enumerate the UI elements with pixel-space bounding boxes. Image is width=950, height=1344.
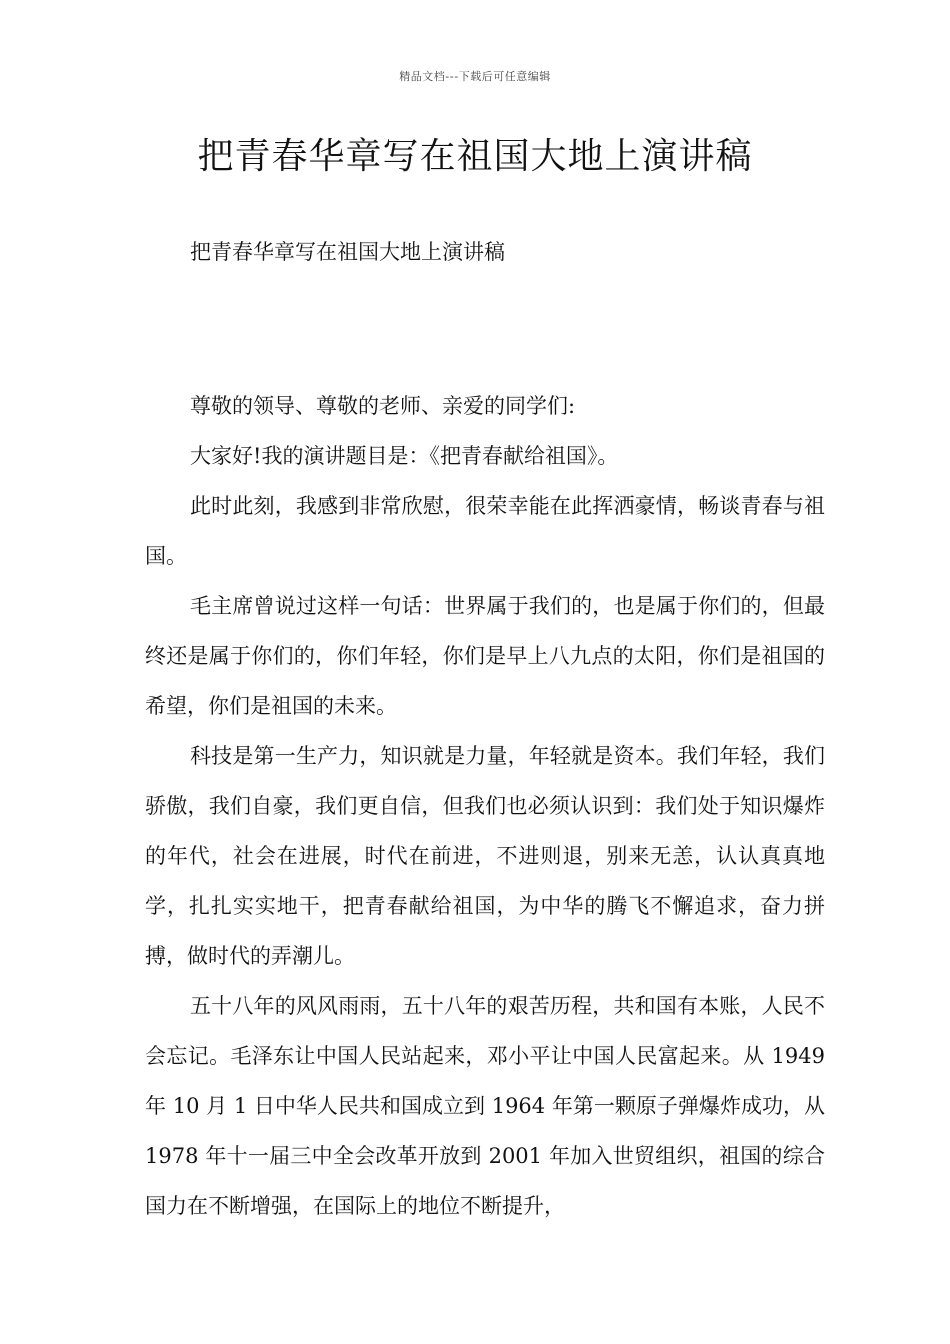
document-body	[145, 381, 825, 1231]
paragraph-greeting: 尊敬的领导、尊敬的老师、亲爱的同学们:	[190, 394, 576, 418]
paragraph-mao-quote: 毛主席曾说过这样一句话：世界属于我们的，也是属于你们的，但最终还是属于你们的，你们年轻，你们是早上八九点的太阳，你们是祖国的希望，你们是祖国的未来。	[145, 594, 825, 718]
paragraph-topic: 大家好!我的演讲题目是：《把青春献给祖国》。	[190, 444, 619, 468]
document-title: 把青春华章写在祖国大地上演讲稿	[197, 136, 753, 177]
paragraph-opening: 此时此刻，我感到非常欣慰，很荣幸能在此挥洒豪情，畅谈青春与祖国。	[145, 494, 825, 568]
paragraph-knowledge: 科技是第一生产力，知识就是力量，年轻就是资本。我们年轻，我们骄傲，我们自豪，我们更自信，但我们也必须认识到：我们处于知识爆炸的年代，社会在进展，时代在前进，不进则退，别来无恙，认认真真地学，扎扎实实地干，把青春献给祖国，为中华的腾飞不懈追求，奋力拼搏，做时代的弄潮儿。	[145, 744, 825, 968]
paragraph-history: 五十八年的风风雨雨，五十八年的艰苦历程，共和国有本账，人民不会忘记。毛泽东让中国人民站起来，邓小平让中国人民富起来。从 1949 年 10 月 1 日中华人民共和国成立到 1964 年第一颗原子弹爆炸成功，从 1978 年十一届三中全会改革开放到 2001 年加入世贸组织，祖国的综合国力在不断增强，在国际上的地位不断提升，	[145, 994, 825, 1218]
document-subtitle: 把青春华章写在祖国大地上演讲稿	[190, 240, 505, 264]
page-header: 精品文档---下载后可任意编辑	[399, 70, 551, 83]
